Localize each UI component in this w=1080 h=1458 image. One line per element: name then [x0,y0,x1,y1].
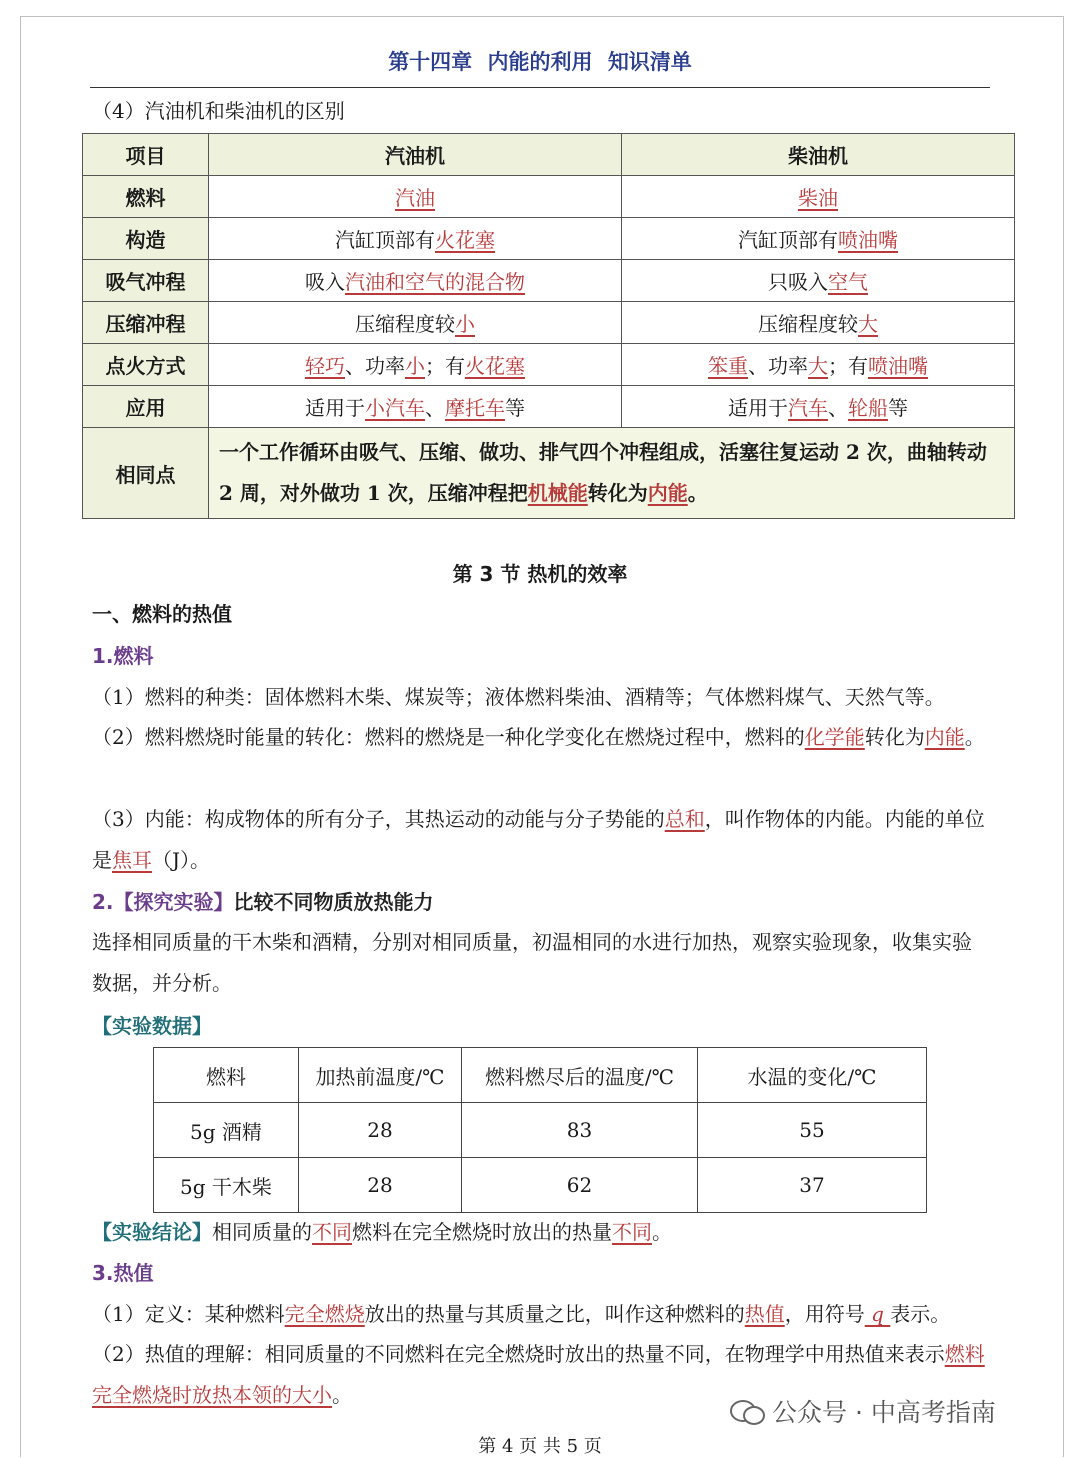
cell-text: 、功率 [345,354,405,378]
paragraph-text: （3）内能：构成物体的所有分子，其热运动的动能与分子势能的 [92,807,665,831]
answer-text: 汽油和空气的混合物 [345,270,525,294]
table-row [83,428,1015,519]
answer-text: 内能 [647,481,688,505]
row-label-compression: 压缩冲程 [83,302,209,344]
table-row [83,344,1015,386]
answer-text: 小 [405,354,425,378]
col-header: 燃料燃尽后的温度/℃ [462,1048,698,1103]
cell-gas-fuel [209,176,622,218]
col-header: 燃料 [154,1048,299,1103]
answer-text: 笨重 [708,354,748,378]
answer-text: 小 [455,312,475,336]
answer-text: 轻巧 [305,354,345,378]
row-label-fuel: 燃料 [83,176,209,218]
answer-text: 焦耳 [112,848,152,872]
answer-text: 不同 [312,1220,352,1244]
page-header [0,46,1080,76]
header-subtitle: 知识清单 [607,50,692,74]
answer-text: 火花塞 [435,228,495,252]
cell-text: 、 [828,396,848,420]
table-cell: 62 [462,1158,698,1213]
table-cell: 37 [698,1158,927,1213]
paragraph-text: 燃料在完全燃烧时放出的热量 [352,1220,612,1244]
experiment-description: 选择相同质量的干木柴和酒精，分别对相同质量，初温相同的水进行加热，观察实验现象，收集实验数据，并分析。 [92,930,972,995]
section-title: 第 3 节 热机的效率 [452,562,628,586]
col-header-item: 项目 [83,134,209,176]
conclusion-tag: 【实验结论】 [92,1220,212,1244]
watermark [730,1393,996,1429]
cell-text: ；有 [828,354,868,378]
cell-diesel-ignition [622,344,1015,386]
cell-diesel-intake [622,260,1015,302]
answer-text: 小汽车 [365,396,425,420]
fuel-paragraph-1: （1）燃料的种类：固体燃料木柴、煤炭等；液体燃料柴油、酒精等；气体燃料煤气、天然气等。 [92,685,945,709]
fuel-paragraph-3 [92,799,990,881]
table-row [83,218,1015,260]
heat-paragraph-1 [92,1300,950,1328]
cell-text: ；有 [425,354,465,378]
answer-text: 火花塞 [465,354,525,378]
table-cell: 5g 干木柴 [154,1158,299,1213]
table-row [83,260,1015,302]
cell-gas-usage [209,386,622,428]
table-cell: 5g 酒精 [154,1103,299,1158]
table-row [83,386,1015,428]
cell-text: 、 [425,396,445,420]
paragraph-text: 。 [332,1383,352,1407]
cell-diesel-structure [622,218,1015,260]
answer-text: 总和 [664,807,705,831]
paragraph-text: 。 [964,725,985,749]
table-cell: 83 [462,1103,698,1158]
header-chapter: 第十四章 [388,50,473,74]
answer-text: 喷油嘴 [868,354,928,378]
paragraph-text: （1）定义：某种燃料 [92,1302,285,1326]
table-row [83,302,1015,344]
cell-gas-ignition [209,344,622,386]
cell-gas-compression [209,302,622,344]
answer-text: 轮船 [848,396,888,420]
fuel-paragraph-2 [92,717,990,758]
cell-text: 、功率 [748,354,808,378]
header-rule [90,87,990,88]
table-row [83,176,1015,218]
cell-text: 转化为 [587,481,648,505]
table-cell: 55 [698,1103,927,1158]
answer-text: 热值 [744,1302,785,1326]
cell-text: 压缩程度较 [758,312,858,336]
wechat-icon [730,1398,764,1424]
experiment-tag: 【探究实验】 [113,890,234,914]
table-header-row [154,1048,927,1103]
answer-text: q [864,1302,891,1326]
paragraph-text: ，叫作物体的内能。内能的单位是 [92,807,985,872]
cell-text: 等 [505,396,525,420]
paragraph-text: 转化为 [864,725,925,749]
answer-text: 喷油嘴 [838,228,898,252]
cell-text: 只吸入 [768,270,828,294]
cell-diesel-compression [622,302,1015,344]
cell-gas-structure [209,218,622,260]
col-header-gasoline: 汽油机 [209,134,622,176]
cell-text: 汽缸顶部有 [335,228,435,252]
table-row [154,1158,927,1213]
cell-text: 。 [687,481,708,505]
answer-text: 空气 [828,270,868,294]
section4-title: （4）汽油机和柴油机的区别 [92,99,345,123]
table-cell: 28 [299,1158,462,1213]
table-cell: 28 [299,1103,462,1158]
paragraph-text: 放出的热量与其质量之比，叫作这种燃料的 [364,1302,745,1326]
paragraph-text: （2）燃料燃烧时能量的转化：燃料的燃烧是一种化学变化在燃烧过程中，燃料的 [92,725,805,749]
row-label-same: 相同点 [83,428,209,519]
table-header-row [83,134,1015,176]
header-title: 内能的利用 [487,50,593,74]
experiment-title [92,888,434,916]
experiment-data-table [153,1047,927,1213]
cell-text: 一个工作循环由吸气、压缩、做功、排气四个冲程组成，活塞往复运动 2 次，曲轴转动 2 周，对外做功 1 次，压缩冲程把 [219,440,987,505]
answer-text: 大 [808,354,828,378]
cell-diesel-fuel [622,176,1015,218]
col-header: 水温的变化/℃ [698,1048,927,1103]
answer-text: 摩托车 [445,396,505,420]
paragraph-text: 相同质量的 [212,1220,312,1244]
fuel-title: 1.燃料 [92,644,154,668]
answer-text: 内能 [924,725,965,749]
answer-text: 柴油 [798,186,838,210]
answer-text: 不同 [612,1220,652,1244]
col-header-diesel: 柴油机 [622,134,1015,176]
cell-diesel-usage [622,386,1015,428]
cell-gas-intake [209,260,622,302]
col-header: 加热前温度/℃ [299,1048,462,1103]
paragraph-text: 。 [652,1220,672,1244]
answer-text: 化学能 [804,725,865,749]
experiment-data-label: 【实验数据】 [92,1014,212,1038]
cell-text: 吸入 [305,270,345,294]
paragraph-text: （2）热值的理解：相同质量的不同燃料在完全燃烧时放出的热量不同，在物理学中用热值来表示 [92,1342,945,1366]
answer-text: 大 [858,312,878,336]
answer-text: 机械能 [527,481,588,505]
row-label-intake: 吸气冲程 [83,260,209,302]
answer-text: 燃料完全燃烧时放热本领的大小 [92,1342,985,1407]
cell-same [209,428,1015,519]
answer-text: 汽车 [788,396,828,420]
paragraph-text: ，用符号 [784,1302,865,1326]
part1-title: 一、燃料的热值 [92,602,232,626]
paragraph-text: 表示。 [890,1302,951,1326]
cell-text: 汽缸顶部有 [738,228,838,252]
page-footer: 第 4 页 共 5 页 [478,1436,602,1457]
heat-value-title: 3.热值 [92,1261,154,1285]
row-label-ignition: 点火方式 [83,344,209,386]
experiment-name: 比较不同物质放热能力 [233,890,434,914]
answer-text: 汽油 [395,186,435,210]
paragraph-text: （J）。 [152,848,211,872]
watermark-text: 公众号 · 中高考指南 [772,1398,996,1427]
cell-text: 压缩程度较 [355,312,455,336]
table-row [154,1103,927,1158]
row-label-usage: 应用 [83,386,209,428]
answer-text: 完全燃烧 [284,1302,365,1326]
experiment-conclusion [92,1218,672,1246]
cell-text: 等 [888,396,908,420]
experiment-number: 2. [92,890,114,914]
row-label-structure: 构造 [83,218,209,260]
cell-text: 适用于 [305,396,365,420]
cell-text: 适用于 [728,396,788,420]
engine-comparison-table [82,133,1015,519]
